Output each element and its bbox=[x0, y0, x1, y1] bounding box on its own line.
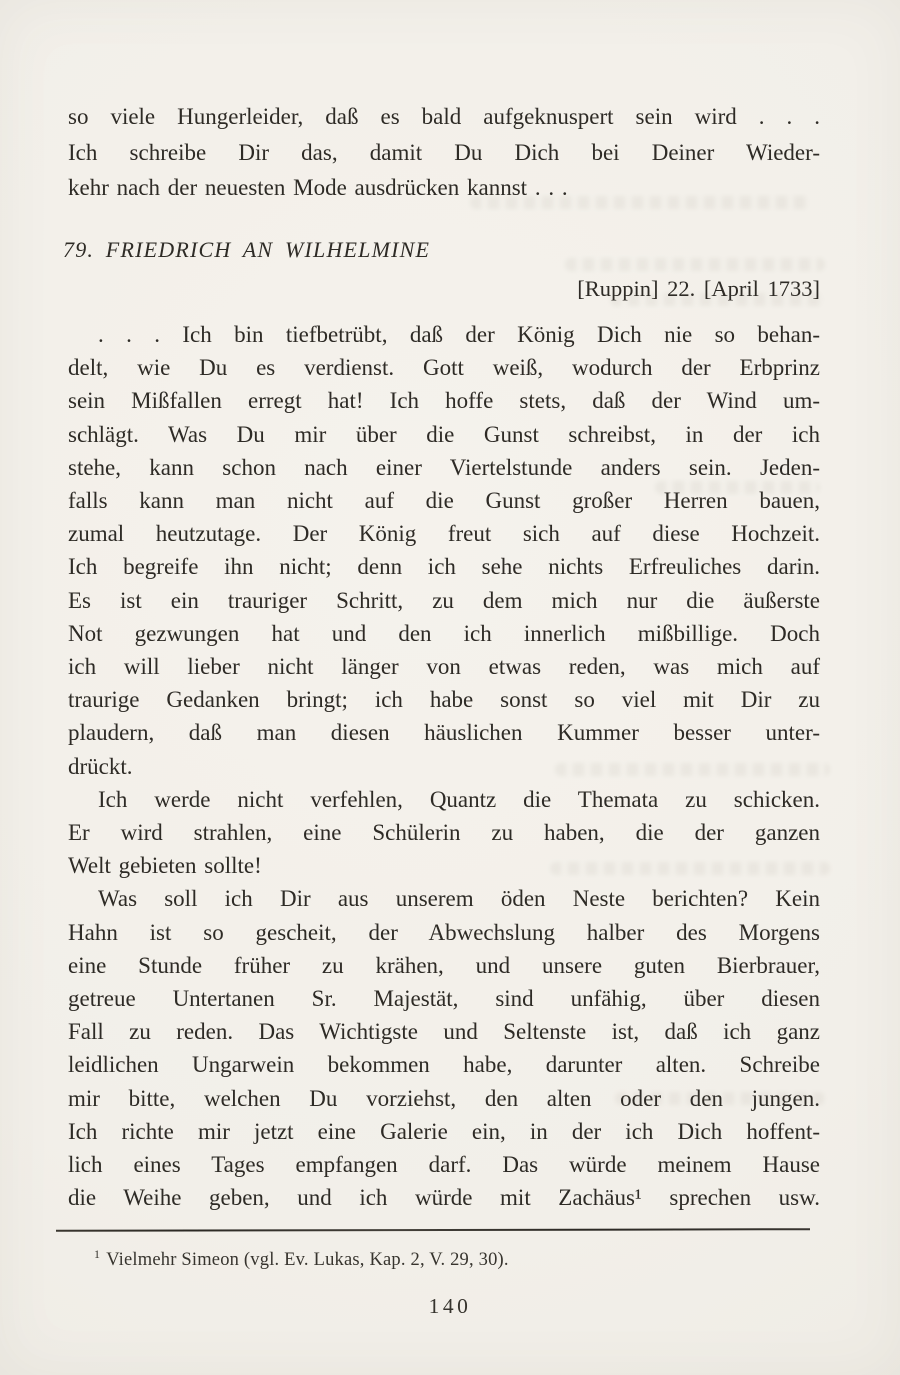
footnote bbox=[68, 1247, 846, 1271]
text-line: plaudern, daß man diesen häuslichen Kummer besser unter- bbox=[68, 720, 820, 746]
text-line: getreue Untertanen Sr. Majestät, sind unfähig, über diesen bbox=[68, 986, 820, 1012]
text-line: Ich werde nicht verfehlen, Quantz die Themata zu schicken. bbox=[98, 786, 820, 812]
text-line: kehr nach der neuesten Mode ausdrücken kannst . . . bbox=[68, 175, 568, 200]
text-line: . . . Ich bin tiefbetrübt, daß der König Dich nie so behan- bbox=[98, 322, 820, 347]
text-line: Welt gebieten sollte! bbox=[68, 853, 262, 879]
text-line: Was soll ich Dir aus unserem öden Neste berichten? Kein bbox=[98, 886, 820, 912]
text-line: Ich richte mir jetzt eine Galerie ein, in der ich Dich hoffent- bbox=[68, 1118, 820, 1144]
footnote-rule bbox=[56, 1228, 810, 1232]
continuation-paragraph bbox=[68, 99, 820, 206]
text-line: Hahn ist so gescheit, der Abwechslung halber des Morgens bbox=[68, 919, 820, 945]
text-line: Ich schreibe Dir das, damit Du Dich bei Deiner Wieder- bbox=[68, 139, 820, 165]
text-line: mir bitte, welchen Du vorziehst, den alten oder den jungen. bbox=[68, 1085, 820, 1111]
text-line: lich eines Tages empfangen darf. Das würde meinem Hause bbox=[68, 1152, 820, 1178]
text-line: Not gezwungen hat und den ich innerlich mißbillige. Doch bbox=[68, 620, 820, 646]
text-line: drückt. bbox=[68, 753, 133, 779]
text-line: schlägt. Was Du mir über die Gunst schreibst, in der ich bbox=[68, 421, 820, 447]
text-line: stehe, kann schon nach einer Viertelstunde anders sein. Jeden- bbox=[68, 454, 820, 480]
letter-dateline: [Ruppin] 22. [April 1733] bbox=[577, 276, 820, 301]
text-line: sein Mißfallen erregt hat! Ich hoffe stets, daß der Wind um- bbox=[68, 388, 820, 414]
text-line: falls kann man nicht auf die Gunst großer Herren bauen, bbox=[68, 488, 820, 514]
page-number: 140 bbox=[428, 1294, 472, 1318]
text-line: eine Stunde früher zu krähen, und unsere guten Bierbrauer, bbox=[68, 952, 820, 978]
text-line: delt, wie Du es verdienst. Gott weiß, wodurch der Erbprinz bbox=[68, 355, 820, 381]
text-line: Es ist ein trauriger Schritt, zu dem mich nur die äußerste bbox=[68, 587, 820, 613]
text-line: zumal heutzutage. Der König freut sich auf diese Hochzeit. bbox=[68, 521, 820, 547]
text-line: so viele Hungerleider, daß es bald aufgeknuspert sein wird . . . bbox=[68, 104, 820, 129]
text-line: Er wird strahlen, eine Schülerin zu haben, die der ganzen bbox=[68, 820, 820, 846]
text-line: traurige Gedanken bringt; ich habe sonst so viel mit Dir zu bbox=[68, 687, 820, 713]
text-line: Fall zu reden. Das Wichtigste und Seltenste ist, daß ich ganz bbox=[68, 1019, 820, 1045]
footnote-marker: 1 bbox=[94, 1247, 101, 1261]
letter-heading: 79. FRIEDRICH AN WILHELMINE bbox=[63, 237, 431, 262]
text-line: die Weihe geben, und ich würde mit Zachäus¹ sprechen usw. bbox=[68, 1185, 820, 1211]
paragraph bbox=[68, 882, 820, 1214]
footnote-text: Vielmehr Simeon (vgl. Ev. Lukas, Kap. 2, V. 29, 30). bbox=[106, 1250, 509, 1271]
paragraph bbox=[68, 783, 820, 883]
paragraph bbox=[68, 318, 820, 783]
text-line: ich will lieber nicht länger von etwas reden, was mich auf bbox=[68, 654, 820, 680]
text-line: Ich begreife ihn nicht; denn ich sehe nichts Erfreuliches darin. bbox=[68, 554, 820, 580]
bleedthrough-mark bbox=[565, 258, 825, 271]
letter-body bbox=[68, 318, 820, 1214]
text-line: leidlichen Ungarwein bekommen habe, darunter alten. Schreibe bbox=[68, 1052, 820, 1078]
